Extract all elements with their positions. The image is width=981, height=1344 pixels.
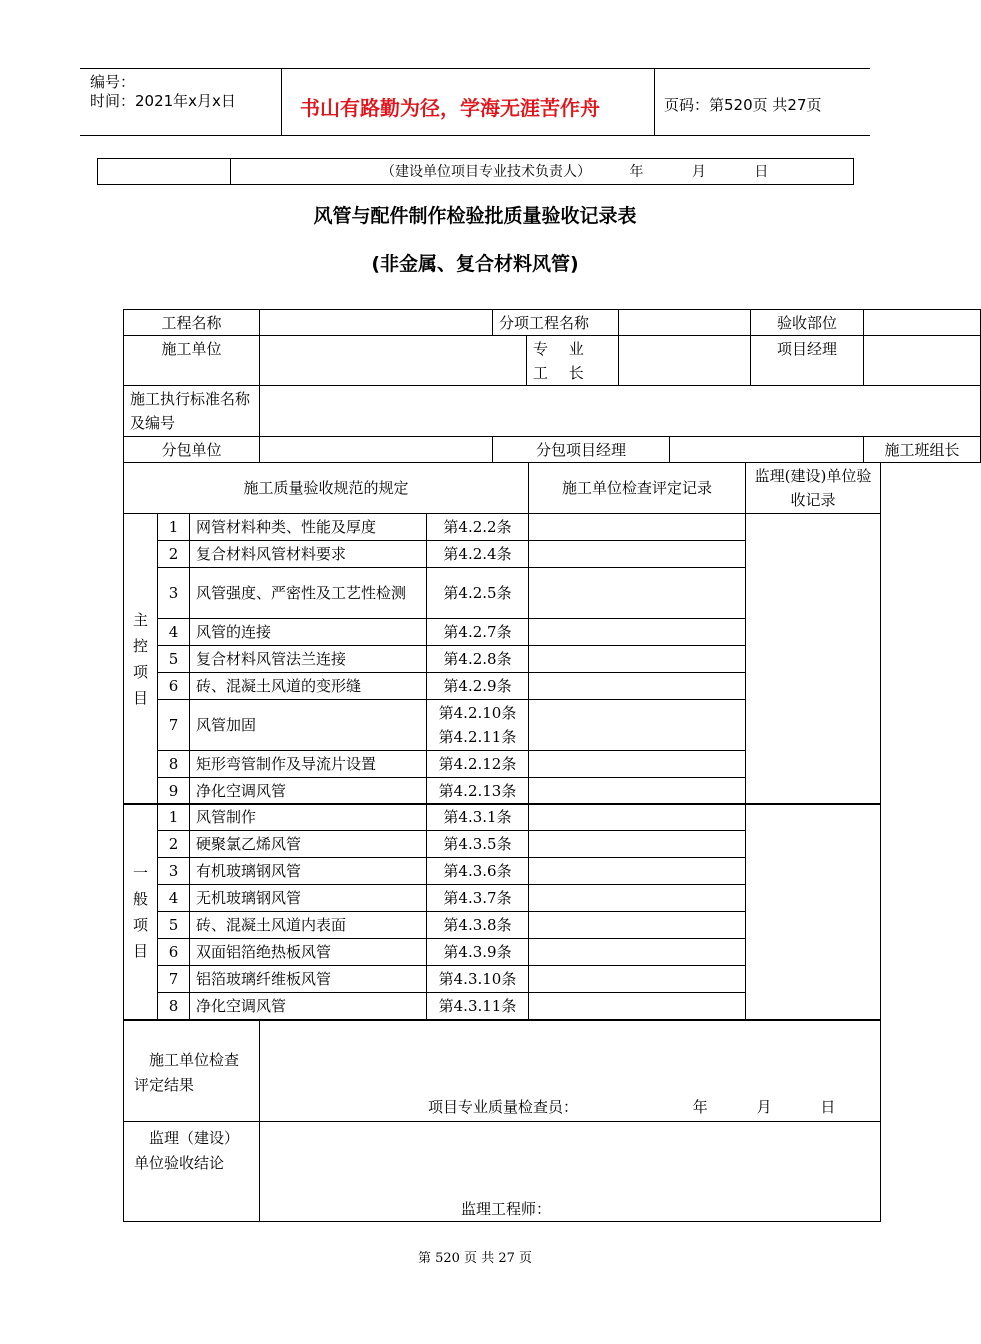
general-item-no: 2 [158,831,190,858]
sub-project-name-value[interactable] [619,310,751,336]
standard-name-value[interactable] [260,386,981,437]
general-item-no: 8 [158,993,190,1020]
signer-cell [231,159,854,185]
project-name-label: 工程名称 [124,310,260,336]
construction-unit-value[interactable] [260,336,527,386]
main-item-name: 砖、混凝土风道的变形缝 [190,673,427,700]
main-item-no: 6 [158,673,190,700]
main-item-no: 3 [158,568,190,619]
general-item-no: 1 [158,804,190,831]
main-item-record[interactable] [529,514,746,541]
main-item-no: 1 [158,514,190,541]
main-item-name: 风管加固 [190,700,427,751]
supervision-result-label [124,1122,260,1222]
header-divider-1 [281,68,282,136]
header-bottom-border [80,135,870,136]
conclusion-table [123,1020,881,1222]
specialty-foreman-label: 专 业 工 长 [527,336,619,386]
main-item-no: 2 [158,541,190,568]
page-footer: 第 520 页 共 27 页 [417,1251,533,1266]
main-supervision-record[interactable] [746,514,881,805]
general-item-name: 净化空调风管 [190,993,427,1020]
project-manager-label: 项目经理 [751,336,864,386]
main-item-record[interactable] [529,619,746,646]
main-item-record[interactable] [529,568,746,619]
general-item-no: 3 [158,858,190,885]
main-item-record[interactable] [529,700,746,751]
page-title: 风管与配件制作检验批质量验收记录表 [313,205,637,227]
general-item-clause: 第4.3.1条 [427,804,529,831]
general-section-label [124,804,158,1020]
specialty-foreman-value[interactable] [619,336,751,386]
general-table [123,803,881,1020]
general-item-name: 双面铝箔绝热板风管 [190,939,427,966]
general-item-record[interactable] [529,831,746,858]
inspector-month: 月 [756,1098,772,1116]
main-item-clause: 第4.2.13条 [427,778,529,805]
general-item-record[interactable] [529,885,746,912]
general-item-record[interactable] [529,804,746,831]
main-item-name: 净化空调风管 [190,778,427,805]
supervision-result-text: 监理（建设）单位验收结论 [134,1129,240,1172]
sub-project-manager-label: 分包项目经理 [493,437,670,463]
main-item-name: 网管材料种类、性能及厚度 [190,514,427,541]
acceptance-part-value[interactable] [864,310,981,336]
main-item-no: 9 [158,778,190,805]
supervision-column-header: 监理(建设)单位验收记录 [746,463,881,514]
general-item-clause: 第4.3.9条 [427,939,529,966]
general-item-name: 无机玻璃钢风管 [190,885,427,912]
header-top-border [80,68,870,69]
general-item-name: 砖、混凝土风道内表面 [190,912,427,939]
general-item-record[interactable] [529,939,746,966]
supervision-result-value[interactable] [260,1122,881,1222]
general-item-clause: 第4.3.11条 [427,993,529,1020]
spec-column-header: 施工质量验收规范的规定 [124,463,529,514]
general-item-no: 5 [158,912,190,939]
main-item-clause: 第4.2.9条 [427,673,529,700]
main-item-name: 复合材料风管材料要求 [190,541,427,568]
general-item-no: 4 [158,885,190,912]
general-item-record[interactable] [529,858,746,885]
main-section-text: 主控项目 [132,611,148,707]
main-item-clause: 第4.2.8条 [427,646,529,673]
general-item-name: 风管制作 [190,804,427,831]
general-item-record[interactable] [529,912,746,939]
construction-unit-label: 施工单位 [124,336,260,386]
engineer-label: 监理工程师： [461,1200,552,1218]
main-item-record[interactable] [529,778,746,805]
team-leader-label: 施工班组长 [864,437,981,463]
general-item-no: 7 [158,966,190,993]
main-item-no: 5 [158,646,190,673]
acceptance-part-label: 验收部位 [751,310,864,336]
sub-project-name-label: 分项工程名称 [493,310,619,336]
inspector-label: 项目专业质量检查员： [428,1098,579,1116]
main-item-no: 4 [158,619,190,646]
main-item-name: 复合材料风管法兰连接 [190,646,427,673]
main-item-record[interactable] [529,646,746,673]
general-item-name: 有机玻璃钢风管 [190,858,427,885]
project-manager-value[interactable] [864,336,981,386]
general-item-name: 铝箔玻璃纤维板风管 [190,966,427,993]
general-item-clause: 第4.3.10条 [427,966,529,993]
main-item-clause: 第4.2.7条 [427,619,529,646]
header-time-label: 时间：2021年x月x日 [90,92,236,110]
general-item-record[interactable] [529,993,746,1020]
self-check-result-text: 施工单位检查评定结果 [134,1051,240,1094]
general-item-no: 6 [158,939,190,966]
empty-cell [98,159,231,185]
main-item-clause: 第4.2.12条 [427,751,529,778]
main-item-name: 风管的连接 [190,619,427,646]
main-item-record[interactable] [529,541,746,568]
self-check-result-label [124,1021,260,1122]
main-item-clause [427,700,529,751]
year-label: 年 [629,163,644,180]
sub-project-manager-value[interactable] [670,437,864,463]
main-item-clause: 第4.2.2条 [427,514,529,541]
self-check-result-value[interactable] [260,1021,881,1122]
self-check-column-header: 施工单位检查评定记录 [529,463,746,514]
main-item-no: 7 [158,700,190,751]
header-number-label: 编号： [90,73,136,91]
main-item-clause-a: 第4.2.10条 [438,704,517,722]
general-item-clause: 第4.3.5条 [427,831,529,858]
main-item-no: 8 [158,751,190,778]
main-item-record[interactable] [529,673,746,700]
header-divider-2 [654,68,655,136]
project-name-value[interactable] [260,310,493,336]
general-item-clause: 第4.3.8条 [427,912,529,939]
general-supervision-record[interactable] [746,804,881,1020]
main-item-record[interactable] [529,751,746,778]
header-page-info: 页码：第520页 共27页 [664,96,822,114]
general-item-clause: 第4.3.7条 [427,885,529,912]
previous-signature-row [97,158,854,185]
inspector-day: 日 [820,1098,836,1116]
general-item-record[interactable] [529,966,746,993]
main-section-label [124,514,158,805]
header-motto: 书山有路勤为径，学海无涯苦作舟 [300,96,600,120]
subcontractor-value[interactable] [260,437,493,463]
general-section-text: 一般项目 [132,863,148,960]
general-item-name: 硬聚氯乙烯风管 [190,831,427,858]
main-item-clause: 第4.2.4条 [427,541,529,568]
general-item-clause: 第4.3.6条 [427,858,529,885]
subcontractor-label: 分包单位 [124,437,260,463]
main-item-clause-b: 第4.2.11条 [438,728,517,746]
day-label: 日 [754,163,769,180]
inspector-year: 年 [692,1098,708,1116]
signer-label: （建设单位项目专业技术负责人） [381,163,591,180]
month-label: 月 [691,163,706,180]
main-item-name: 矩形弯管制作及导流片设置 [190,751,427,778]
standard-name-label: 施工执行标准名称及编号 [124,386,260,437]
inspection-table [123,462,881,805]
page-subtitle: (非金属、复合材料风管) [371,253,579,275]
main-item-name: 风管强度、严密性及工艺性检测 [190,568,427,619]
main-item-clause: 第4.2.5条 [427,568,529,619]
info-table [123,309,981,463]
